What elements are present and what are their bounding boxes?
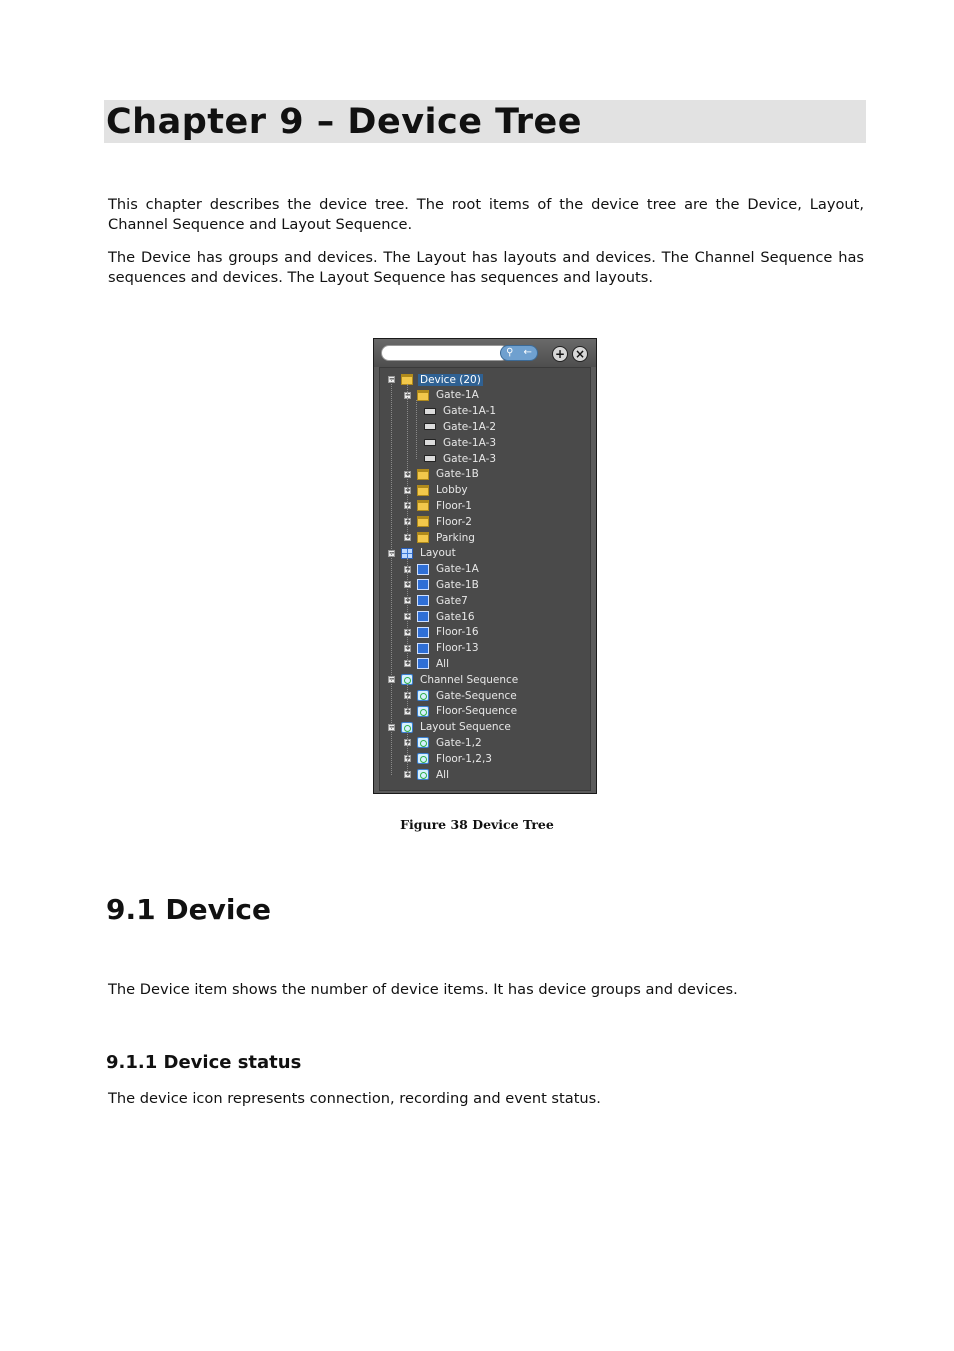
expand-icon[interactable]: + bbox=[405, 770, 411, 778]
tree-item-label: Floor-16 bbox=[436, 626, 479, 639]
seq-icon bbox=[417, 737, 429, 748]
seq-icon bbox=[417, 769, 429, 780]
layout-item-icon bbox=[417, 595, 429, 606]
camera-icon bbox=[424, 423, 436, 430]
back-arrow-icon[interactable]: ← bbox=[523, 347, 532, 358]
camera-icon bbox=[424, 455, 436, 462]
tree-item-label: Parking bbox=[436, 531, 475, 544]
tree-item-label: Channel Sequence bbox=[420, 673, 519, 686]
tree-connector-line bbox=[407, 384, 408, 538]
tree-item[interactable] bbox=[404, 704, 519, 719]
tree-item-label: Floor-1,2,3 bbox=[436, 752, 492, 765]
layout-item-icon bbox=[417, 643, 429, 654]
tree-item-label: Floor-13 bbox=[436, 642, 479, 655]
tree-item-label: Gate-1,2 bbox=[436, 736, 482, 749]
folder-icon bbox=[417, 390, 429, 401]
tree-item[interactable] bbox=[404, 498, 474, 513]
layout-item-icon bbox=[417, 611, 429, 622]
collapse-icon[interactable]: − bbox=[405, 390, 411, 399]
folder-icon bbox=[417, 532, 429, 543]
tree-item-label: Gate-1A bbox=[436, 389, 479, 402]
tree-item[interactable] bbox=[404, 562, 481, 577]
folder-icon bbox=[417, 500, 429, 511]
tree-item[interactable] bbox=[404, 656, 451, 671]
tree-item[interactable] bbox=[424, 404, 498, 419]
search-input[interactable] bbox=[381, 345, 509, 361]
tree-item-label: Gate-1B bbox=[436, 578, 479, 591]
search-icon[interactable]: ⚲ bbox=[506, 347, 514, 358]
tree-item[interactable] bbox=[404, 751, 494, 766]
expand-icon[interactable]: + bbox=[405, 754, 411, 763]
expand-icon[interactable]: + bbox=[405, 517, 411, 526]
tree-item-label: Floor-Sequence bbox=[436, 705, 518, 718]
intro-paragraph-1: This chapter describes the device tree. The root items of the device tree are the Device, Layout, Channel Sequence and Layout Sequence. bbox=[108, 196, 864, 233]
tree-item[interactable] bbox=[424, 435, 498, 450]
camera-icon bbox=[424, 439, 436, 446]
tree-item-label: Gate-1A-3 bbox=[443, 452, 497, 465]
expand-icon[interactable]: + bbox=[405, 643, 411, 652]
expand-icon[interactable]: + bbox=[405, 485, 411, 494]
tree-item[interactable] bbox=[404, 767, 451, 782]
expand-icon[interactable]: + bbox=[405, 533, 411, 541]
subsection-paragraph: The device icon represents connection, recording and event status. bbox=[108, 1090, 601, 1107]
tree-item[interactable] bbox=[404, 688, 519, 703]
folder-icon bbox=[417, 485, 429, 496]
tree-item-label: Lobby bbox=[436, 484, 468, 497]
close-button[interactable] bbox=[572, 346, 588, 362]
tree-item[interactable] bbox=[388, 546, 458, 561]
tree-item-label: Gate-1B bbox=[436, 468, 479, 481]
tree-item-label: Floor-2 bbox=[436, 515, 472, 528]
tree-item[interactable] bbox=[404, 530, 477, 545]
device-tree-figure bbox=[373, 338, 597, 794]
device-tree-toolbar bbox=[374, 339, 596, 367]
collapse-icon[interactable]: − bbox=[389, 675, 395, 684]
figure-caption: Figure 38 Device Tree bbox=[400, 817, 554, 832]
tree-connector-line bbox=[407, 558, 408, 665]
tree-item-label: Gate-1A bbox=[436, 563, 479, 576]
tree-item-label: Gate16 bbox=[436, 610, 475, 623]
section-paragraph: The Device item shows the number of device items. It has device groups and devices. bbox=[108, 981, 738, 998]
folder-icon bbox=[417, 516, 429, 527]
tree-item[interactable] bbox=[388, 372, 483, 387]
expand-icon[interactable]: + bbox=[405, 564, 411, 573]
tree-item-label: All bbox=[436, 768, 450, 781]
seq-icon bbox=[417, 753, 429, 764]
seq-icon bbox=[417, 690, 429, 701]
tree-item-label: Gate-Sequence bbox=[436, 689, 517, 702]
tree-connector-line bbox=[416, 400, 417, 459]
tree-connector-line bbox=[407, 684, 408, 712]
tree-item[interactable] bbox=[404, 467, 481, 482]
tree-item-label: Device (20) bbox=[420, 373, 481, 386]
expand-icon[interactable]: + bbox=[405, 596, 411, 605]
layout-item-icon bbox=[417, 579, 429, 590]
expand-icon[interactable]: + bbox=[405, 612, 411, 620]
expand-icon[interactable]: + bbox=[405, 580, 411, 589]
tree-item[interactable] bbox=[404, 593, 470, 608]
tree-item[interactable] bbox=[404, 577, 481, 592]
tree-item-label: Gate-1A-1 bbox=[443, 405, 497, 418]
tree-item-label: Gate-1A-3 bbox=[443, 436, 497, 449]
tree-item-label: Layout Sequence bbox=[420, 721, 511, 734]
tree-item-label: Gate-1A-2 bbox=[443, 420, 497, 433]
intro-paragraph-2: The Device has groups and devices. The Layout has layouts and devices. The Channel Sequence has sequences and devices. The Layout Sequence has sequences and layouts. bbox=[108, 249, 864, 286]
expand-icon[interactable]: + bbox=[405, 469, 411, 478]
add-button[interactable] bbox=[552, 346, 568, 362]
expand-icon[interactable]: + bbox=[405, 691, 411, 699]
tree-item[interactable] bbox=[404, 609, 477, 624]
chapter-title: Chapter 9 – Device Tree bbox=[106, 102, 582, 142]
tree-item[interactable] bbox=[404, 641, 481, 656]
tree-item[interactable] bbox=[404, 625, 481, 640]
layout-item-icon bbox=[417, 564, 429, 575]
search-button-group[interactable] bbox=[500, 345, 538, 361]
tree-item-label: Floor-1 bbox=[436, 499, 472, 512]
collapse-icon[interactable]: − bbox=[389, 722, 395, 731]
tree-item[interactable] bbox=[404, 483, 470, 498]
subsection-heading: 9.1.1 Device status bbox=[106, 1052, 302, 1073]
plus-icon: + bbox=[554, 347, 566, 361]
tree-item[interactable] bbox=[404, 735, 484, 750]
tree-item-label: Gate7 bbox=[436, 594, 468, 607]
close-icon: × bbox=[574, 347, 586, 361]
tree-item[interactable] bbox=[424, 451, 498, 466]
tree-connector-line bbox=[391, 380, 392, 775]
expand-icon[interactable]: + bbox=[405, 659, 411, 668]
layout-item-icon bbox=[417, 627, 429, 638]
tree-connector-line bbox=[407, 732, 408, 775]
tree-item[interactable] bbox=[424, 419, 498, 434]
camera-icon bbox=[424, 408, 436, 415]
layout-item-icon bbox=[417, 658, 429, 669]
collapse-icon[interactable]: − bbox=[389, 375, 395, 383]
folder-icon bbox=[417, 469, 429, 480]
expand-icon[interactable]: + bbox=[405, 501, 411, 510]
expand-icon[interactable]: + bbox=[405, 738, 411, 747]
seq-icon bbox=[417, 706, 429, 717]
tree-item-label: All bbox=[436, 657, 450, 670]
expand-icon[interactable]: + bbox=[405, 706, 411, 715]
collapse-icon[interactable]: − bbox=[389, 548, 395, 557]
section-heading: 9.1 Device bbox=[106, 893, 272, 926]
tree-item-label: Layout bbox=[420, 547, 456, 560]
tree-item[interactable] bbox=[404, 514, 474, 529]
expand-icon[interactable]: + bbox=[405, 627, 411, 636]
device-tree-panel bbox=[379, 367, 591, 791]
